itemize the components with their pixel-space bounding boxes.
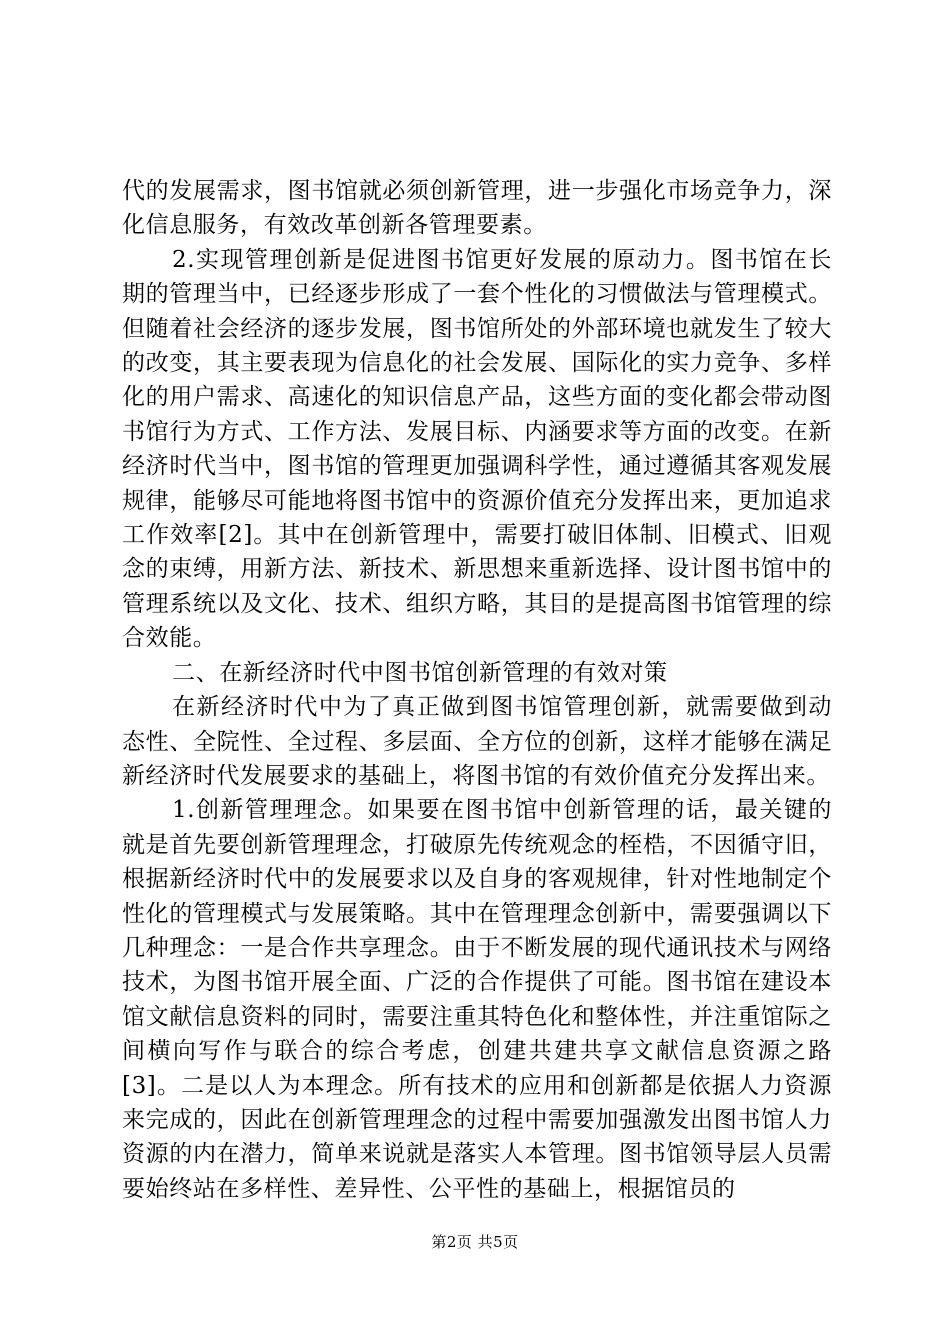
section-heading: 二、在新经济时代中图书馆创新管理的有效对策	[172, 659, 668, 686]
paragraph-section-intro: 在新经济时代中为了真正做到图书馆管理创新，就需要做到动态性、全院性、全过程、多层面、全方位的创新，这样才能够在满足新经济时代发展要求的基础上，将图书馆的有效价值充分发挥出来。	[122, 694, 832, 789]
document-body	[122, 174, 832, 1206]
page-footer: 第2页 共5页	[431, 1233, 519, 1251]
paragraph-management-innovation-driver: 2.实现管理创新是促进图书馆更好发展的原动力。图书馆在长期的管理当中，已经逐步形成了一套个性化的习惯做法与管理模式。但随着社会经济的逐步发展，图书馆所处的外部环境也就发生了较大的改变，其主要表现为信息化的社会发展、国际化的实力竞争、多样化的用户需求、高速化的知识信息产品，这些方面的变化都会带动图书馆行为方式、工作方法、发展目标、内涵要求等方面的改变。在新经济时代当中，图书馆的管理更加强调科学性，通过遵循其客观发展规律，能够尽可能地将图书馆中的资源价值充分发挥出来，更加追求工作效率[2]。其中在创新管理中，需要打破旧体制、旧模式、旧观念的束缚，用新方法、新技术、新思想来重新选择、设计图书馆中的管理系统以及文化、技术、组织方略，其目的是提高图书馆管理的综合效能。	[122, 246, 832, 652]
paragraph-continuation: 代的发展需求，图书馆就必须创新管理，进一步强化市场竞争力，深化信息服务，有效改革创新各管理要素。	[122, 178, 832, 239]
paragraph-innovation-concepts: 1.创新管理理念。如果要在图书馆中创新管理的话，最关键的就是首先要创新管理理念，打破原先传统观念的桎梏，不因循守旧，根据新经济时代中的发展要求以及自身的客观规律，针对性地制定个性化的管理模式与发展策略。其中在管理理念创新中，需要强调以下几种理念：一是合作共享理念。由于不断发展的现代通讯技术与网络技术，为图书馆开展全面、广泛的合作提供了可能。图书馆在建设本馆文献信息资料的同时，需要注重其特色化和整体性，并注重馆际之间横向写作与联合的综合考虑，创建共建共享文献信息资源之路[3]。二是以人为本理念。所有技术的应用和创新都是依据人力资源来完成的，因此在创新管理理念的过程中需要加强激发出图书馆人力资源的内在潜力，简单来说就是落实人本管理。图书馆领导层人员需要始终站在多样性、差异性、公平性的基础上，根据馆员的	[122, 797, 832, 1202]
